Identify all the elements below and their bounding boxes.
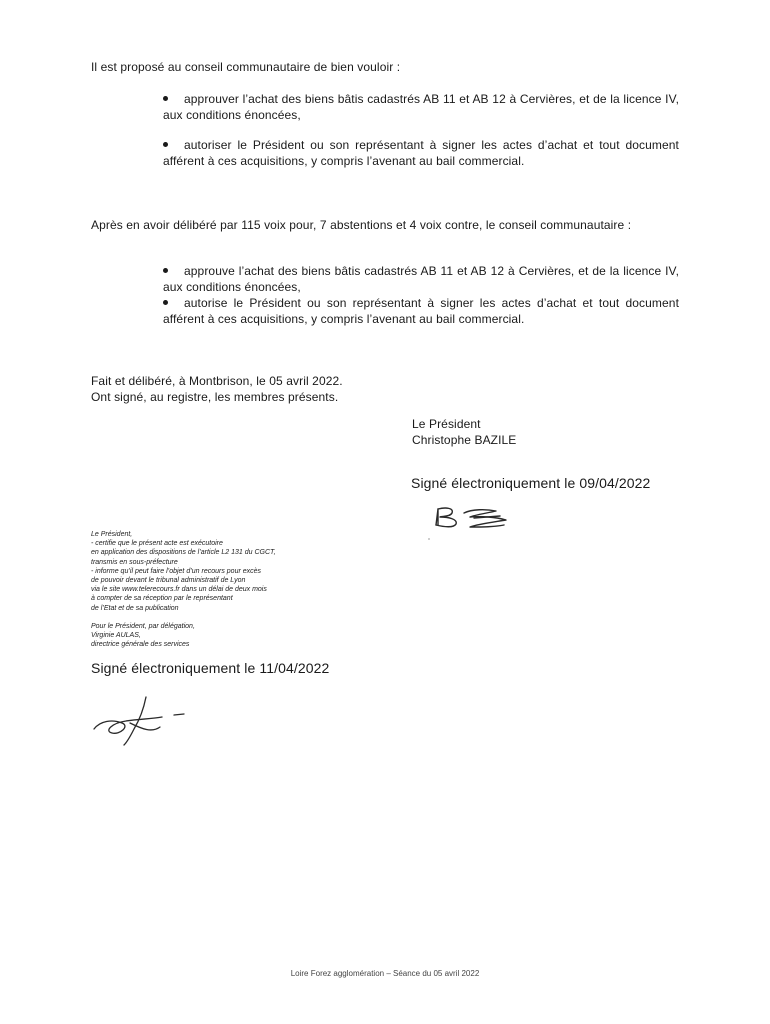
delegation-line: Pour le Président, par délégation, — [91, 622, 195, 630]
list-item — [163, 91, 679, 123]
president-signature-image — [430, 503, 510, 535]
certification-line: de l’Etat et de sa publication — [91, 604, 179, 612]
delegation-line: Virginie AULAS, — [91, 632, 141, 640]
signature-dot — [428, 538, 430, 540]
certification-line: - certifie que le présent acte est exécutoire — [91, 540, 223, 548]
bullet-icon — [163, 142, 168, 147]
decision-paragraph: Après en avoir délibéré par 115 voix pour, 7 abstentions et 4 voix contre, le conseil communautaire : — [91, 218, 632, 232]
bullet-icon — [163, 268, 168, 273]
done-at-line: Fait et délibéré, à Montbrison, le 05 avril 2022. — [91, 374, 343, 388]
dg-signature-image — [90, 693, 190, 749]
certification-block — [91, 530, 351, 649]
president-title: Le Président — [412, 417, 481, 431]
decision-text: autorise le Président ou son représentant à signer les actes d’achat et tout document afférent à ces acquisitions, y compris l’avenant au bail commercial. — [163, 296, 679, 326]
signed-register-line: Ont signé, au registre, les membres présents. — [91, 390, 339, 404]
certification-line: en application des dispositions de l’article L2 131 du CGCT, — [91, 549, 276, 557]
page-footer: Loire Forez agglomération – Séance du 05 avril 2022 — [290, 969, 480, 978]
bullet-icon — [163, 300, 168, 305]
certification-line: Le Président, — [91, 531, 133, 538]
list-item — [163, 295, 679, 327]
certification-line: transmis en sous-préfecture — [91, 558, 178, 566]
proposal-text: autoriser le Président ou son représentant à signer les actes d’achat et tout document afférent à ces acquisitions, y compris l’avenant au bail commercial. — [163, 138, 679, 168]
proposals-list — [163, 91, 679, 183]
list-item — [163, 137, 679, 169]
certification-line: de pouvoir devant le tribunal administratif de Lyon — [91, 577, 246, 585]
certification-line: à compter de sa réception par le représentant — [91, 595, 233, 603]
delegation-line: directrice générale des services — [91, 641, 190, 649]
electronic-signature-dg: Signé électroniquement le 11/04/2022 — [91, 660, 330, 676]
list-item — [163, 263, 679, 295]
decision-text: approuve l’achat des biens bâtis cadastrés AB 11 et AB 12 à Cervières, et de la licence IV, aux conditions énoncées, — [163, 264, 679, 294]
certification-line: - informe qu’il peut faire l’objet d’un recours pour excès — [91, 567, 262, 575]
bullet-icon — [163, 96, 168, 101]
electronic-signature-president: Signé électroniquement le 09/04/2022 — [411, 475, 651, 491]
certification-line: via le site www.telerecours.fr dans un délai de deux mois — [91, 586, 267, 594]
president-name: Christophe BAZILE — [412, 433, 517, 447]
proposal-text: approuver l’achat des biens bâtis cadastrés AB 11 et AB 12 à Cervières, et de la licence IV, aux conditions énoncées, — [163, 92, 679, 122]
intro-paragraph: Il est proposé au conseil communautaire de bien vouloir : — [91, 60, 401, 74]
decisions-list — [163, 263, 679, 327]
